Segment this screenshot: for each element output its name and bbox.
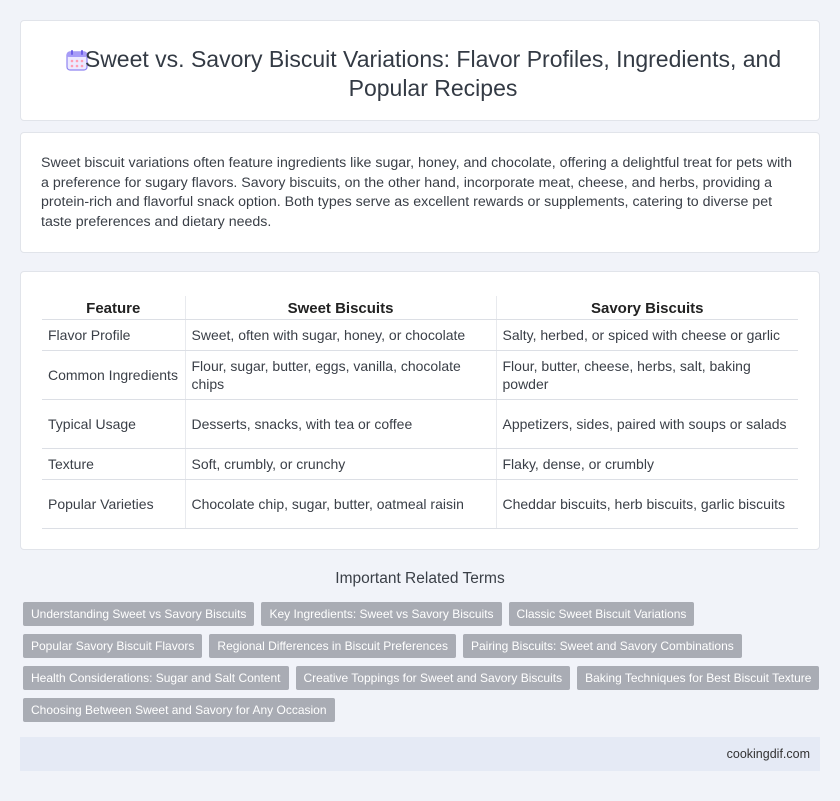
table-row	[42, 320, 798, 351]
table-cell: Desserts, snacks, with tea or coffee	[185, 400, 496, 449]
table-cell: Flour, butter, cheese, herbs, salt, baking powder	[496, 351, 798, 400]
related-term-tag[interactable]: Understanding Sweet vs Savory Biscuits	[23, 602, 254, 626]
footer	[20, 737, 820, 771]
related-term-tag[interactable]: Key Ingredients: Sweet vs Savory Biscuits	[261, 602, 501, 626]
table-cell: Sweet, often with sugar, honey, or chocolate	[185, 320, 496, 351]
intro-card	[20, 132, 820, 253]
table-cell: Appetizers, sides, paired with soups or salads	[496, 400, 798, 449]
table-cell: Common Ingredients	[42, 351, 185, 400]
related-term-tag[interactable]: Health Considerations: Sugar and Salt Content	[23, 666, 289, 690]
related-term-tag[interactable]: Choosing Between Sweet and Savory for Any Occasion	[23, 698, 335, 722]
table-cell: Flaky, dense, or crumbly	[496, 449, 798, 480]
site-link[interactable]: cookingdif.com	[726, 747, 810, 761]
table-cell: Flavor Profile	[42, 320, 185, 351]
table-cell: Typical Usage	[42, 400, 185, 449]
page-title: Sweet vs. Savory Biscuit Variations: Flavor Profiles, Ingredients, and Popular Recipes	[84, 46, 782, 101]
table-cell: Popular Varieties	[42, 480, 185, 529]
column-header-sweet: Sweet Biscuits	[185, 296, 496, 320]
table-row	[42, 480, 798, 529]
table-header-row	[42, 296, 798, 320]
table-cell: Texture	[42, 449, 185, 480]
table-row	[42, 351, 798, 400]
title-card	[20, 20, 820, 121]
related-term-tag[interactable]: Popular Savory Biscuit Flavors	[23, 634, 202, 658]
table-cell: Chocolate chip, sugar, butter, oatmeal raisin	[185, 480, 496, 529]
related-term-tag[interactable]: Classic Sweet Biscuit Variations	[509, 602, 695, 626]
table-cell: Cheddar biscuits, herb biscuits, garlic biscuits	[496, 480, 798, 529]
column-header-savory: Savory Biscuits	[496, 296, 798, 320]
table-cell: Flour, sugar, butter, eggs, vanilla, chocolate chips	[185, 351, 496, 400]
related-term-tag[interactable]: Baking Techniques for Best Biscuit Texture	[577, 666, 819, 690]
table-cell: Salty, herbed, or spiced with cheese or garlic	[496, 320, 798, 351]
intro-paragraph: Sweet biscuit variations often feature ingredients like sugar, honey, and chocolate, offering a delightful treat for pets with a preference for sugary flavors. Savory biscuits, on the other hand, incorporate meat, cheese, and herbs, providing a protein-rich and flavorful snack option. Both types serve as excellent rewards or supplements, catering to diverse pet taste preferences and dietary needs.	[41, 155, 793, 230]
related-term-tag[interactable]: Pairing Biscuits: Sweet and Savory Combinations	[463, 634, 742, 658]
column-header-feature: Feature	[42, 296, 185, 320]
table-row	[42, 449, 798, 480]
table-row	[42, 400, 798, 449]
related-terms-heading: Important Related Terms	[335, 570, 505, 587]
related-term-tag[interactable]: Creative Toppings for Sweet and Savory Biscuits	[296, 666, 571, 690]
related-term-tag[interactable]: Regional Differences in Biscuit Preferences	[209, 634, 456, 658]
table-cell: Soft, crumbly, or crunchy	[185, 449, 496, 480]
comparison-table-card	[20, 271, 820, 550]
related-terms-list	[23, 602, 823, 730]
comparison-table	[42, 296, 798, 529]
